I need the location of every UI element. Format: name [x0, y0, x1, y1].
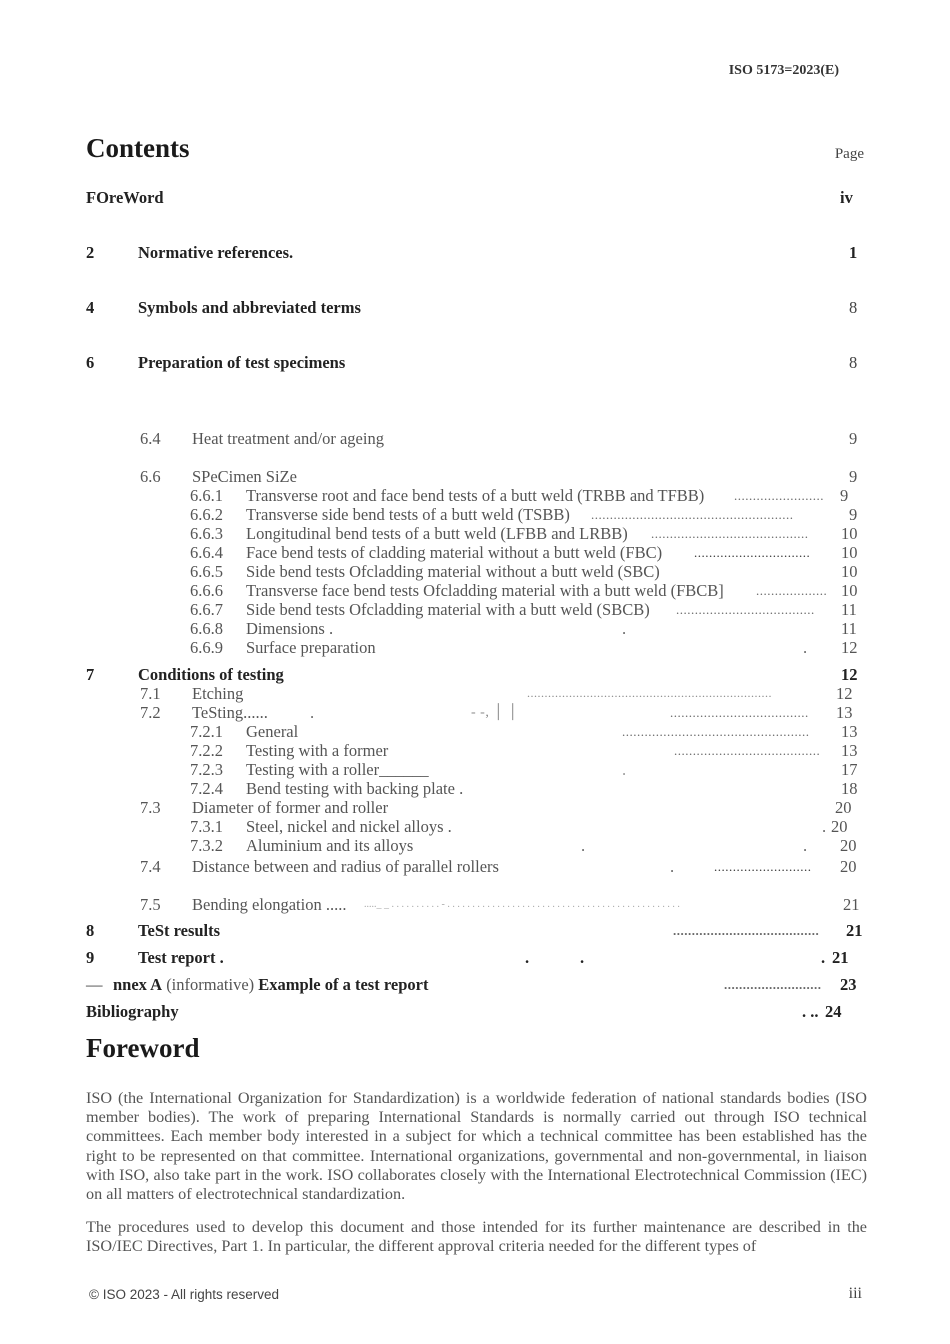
toc-entry-title[interactable]: Heat treatment and/or ageing	[192, 429, 384, 448]
toc-entry-page: 10	[841, 581, 858, 600]
toc-entry-title[interactable]: Aluminium and its alloys	[246, 836, 414, 855]
toc-leader-dots: .....................................	[670, 705, 809, 720]
document-id-header: ISO 5173=2023(E)	[728, 63, 839, 78]
toc-entry-page: 9	[840, 486, 849, 505]
toc-entry-page: 12	[836, 684, 853, 703]
toc-entry-page: 12	[841, 638, 858, 657]
toc-leader-dots: .	[622, 619, 627, 638]
toc-entry-number: —	[86, 975, 103, 994]
toc-entry-page: 11	[841, 619, 857, 638]
toc-entry-page: 17	[841, 760, 858, 779]
toc-leader-dots: - -, │ │	[471, 705, 519, 720]
toc-entry-page: 20	[835, 798, 852, 817]
toc-leader-dots: .......................................	[673, 923, 820, 938]
toc-entry-number: 6.6.6	[190, 581, 223, 600]
toc-entry-number: 6.6.7	[190, 600, 223, 619]
toc-entry-page: 20	[840, 836, 857, 855]
toc-entry-title[interactable]: TeSting......	[192, 703, 268, 722]
toc-entry-title[interactable]: Diameter of former and roller	[192, 798, 389, 817]
page-number: iii	[848, 1285, 862, 1302]
toc-entry-title[interactable]: Side bend tests Ofcladding material with a butt weld (SBCB)	[246, 600, 650, 619]
toc-leader-dots: ...............................	[694, 545, 811, 560]
toc-entry-page: 10	[841, 543, 858, 562]
toc-entry-title[interactable]: Transverse face bend tests Ofcladding material with a butt weld (FBCB]	[246, 581, 724, 600]
toc-entry-page: 21	[843, 895, 860, 914]
toc-entry-title[interactable]: Face bend tests of cladding material without a butt weld (FBC)	[246, 543, 663, 562]
toc-entry-number: 9	[86, 948, 95, 967]
toc-leader-dots: .	[580, 948, 585, 967]
toc-entry-title[interactable]: Test report .	[138, 948, 224, 967]
toc-entry-title[interactable]: Testing with a roller______	[246, 760, 429, 779]
toc-entry-page: 23	[840, 975, 857, 994]
toc-entry-title[interactable]: Bibliography	[86, 1002, 179, 1021]
toc-entry-page: 9	[849, 505, 858, 524]
toc-entry-title[interactable]: Distance between and radius of parallel rollers	[192, 857, 499, 876]
toc-entry-title[interactable]: Bend testing with backing plate .	[246, 779, 464, 798]
toc-entry-number: 7.5	[140, 895, 161, 914]
toc-entry-page: 21	[832, 948, 849, 967]
toc-entry-title[interactable]	[113, 975, 428, 994]
toc-entry-number: 6.4	[140, 429, 161, 448]
toc-entry-number: 2	[86, 243, 95, 262]
toc-entry-page: 24	[825, 1002, 842, 1021]
toc-entry-number: 7.3.2	[190, 836, 223, 855]
toc-entry-title[interactable]: Bending elongation .....	[192, 895, 347, 914]
annex-title: Example of a test report	[258, 975, 429, 994]
toc-leader-dots: ....._ _ . . . . . . . . . . - . . . . . . . . . . . . . . . . . . . . . . . . . . . . . . . . . . . . . . . . . . . . . . .	[364, 899, 680, 910]
toc-leader-dots: .	[581, 836, 586, 855]
toc-leader-dots: ..................................................	[622, 724, 810, 739]
toc-entry-number: 6.6.8	[190, 619, 223, 638]
toc-entry-title[interactable]: General	[246, 722, 299, 741]
toc-entry-title[interactable]: Transverse side bend tests of a butt weld (TSBB)	[246, 505, 570, 524]
annex-label: nnex A	[113, 975, 163, 994]
contents-title: Contents	[86, 133, 190, 163]
toc-entry-number: 7.2.1	[190, 722, 223, 741]
toc-entry-number: 7.1	[140, 684, 161, 703]
toc-leader-dots: ..........................................	[651, 526, 809, 541]
toc-entry-page: iv	[840, 188, 853, 207]
toc-leader-dots: ......................................................................	[527, 686, 772, 700]
annex-type: (informative)	[166, 975, 255, 994]
toc-entry-page: 9	[849, 467, 858, 486]
toc-leader-dots: ..........................	[714, 859, 812, 874]
toc-entry-number: 6.6.1	[190, 486, 223, 505]
toc-leader-dots: .	[622, 760, 627, 779]
toc-entry-title[interactable]: Conditions of testing	[138, 665, 284, 684]
foreword-paragraph: ISO (the International Organization for Standardization) is a worldwide federation of national standards bodies (ISO member bodies). The work of preparing International Standards is normally carried out through ISO technical committees. Each member body interested in a subject for which a technical committee has been established has the right to be represented on that committee. International organizations, governmental and non-governmental, in liaison with ISO, also take part in the work. ISO collaborates closely with the International Electrotechnical Commission (IEC) on all matters of electrotechnical standardization.	[86, 1089, 867, 1204]
toc-entry-number: 6	[86, 353, 95, 372]
toc-entry-title[interactable]: TeSt results	[138, 921, 221, 940]
toc-entry-page: 12	[841, 665, 858, 684]
page-column-label: Page	[834, 146, 864, 162]
toc-entry-number: 7.3.1	[190, 817, 223, 836]
toc-entry-number: 8	[86, 921, 95, 940]
toc-leader-dots: .	[525, 948, 530, 967]
toc-leader-dots: . ..	[802, 1002, 819, 1021]
toc-entry-title[interactable]: Side bend tests Ofcladding material without a butt weld (SBC)	[246, 562, 660, 581]
toc-entry-page: 20	[840, 857, 857, 876]
toc-entry-number: 6.6	[140, 467, 161, 486]
toc-entry-number: 7.2	[140, 703, 161, 722]
toc-entry-page: 10	[841, 562, 858, 581]
toc-entry-title[interactable]: Steel, nickel and nickel alloys .	[246, 817, 452, 836]
toc-leader-dots: .......................................	[674, 743, 821, 758]
toc-entry-page: 8	[849, 298, 858, 317]
toc-leader-dots: .	[821, 948, 826, 967]
toc-entry-page: 8	[849, 353, 858, 372]
toc-entry-title[interactable]: Symbols and abbreviated terms	[138, 298, 361, 317]
toc-entry-page: 1	[849, 243, 858, 262]
toc-entry-number: 7.2.3	[190, 760, 223, 779]
toc-entry-title[interactable]: Dimensions .	[246, 619, 334, 638]
toc-leader-dots: .....................................	[676, 602, 815, 617]
toc-entry-title[interactable]: Testing with a former	[246, 741, 389, 760]
toc-entry-title[interactable]: Transverse root and face bend tests of a butt weld (TRBB and TFBB)	[246, 486, 705, 505]
toc-entry-page: 21	[846, 921, 863, 940]
toc-entry-page: 10	[841, 524, 858, 543]
toc-entry-title[interactable]: Longitudinal bend tests of a butt weld (LFBB and LRBB)	[246, 524, 628, 543]
toc-leader-dots: .	[803, 836, 808, 855]
toc-entry-number: 6.6.5	[190, 562, 223, 581]
foreword-title: Foreword	[86, 1033, 200, 1063]
toc-leader-dots: ......................................................	[591, 507, 794, 522]
toc-entry-number: 7.2.4	[190, 779, 223, 798]
toc-entry-number: 6.6.2	[190, 505, 223, 524]
copyright-footer: © ISO 2023 - All rights reserved	[89, 1287, 280, 1302]
toc-entry-number: 7.3	[140, 798, 161, 817]
toc-entry-number: 7.4	[140, 857, 161, 876]
toc-entry-title[interactable]: Surface preparation	[246, 638, 376, 657]
toc-entry-number: 7	[86, 665, 95, 684]
toc-entry-page: 20	[831, 817, 848, 836]
toc-entry-number: 4	[86, 298, 95, 317]
toc-entry-page: 18	[841, 779, 858, 798]
toc-entry-number: 7.2.2	[190, 741, 223, 760]
toc-entry-number: 6.6.4	[190, 543, 223, 562]
toc-entry-title[interactable]: Preparation of test specimens	[138, 353, 346, 372]
toc-leader-dots: .	[803, 638, 808, 657]
toc-leader-dots: .	[822, 817, 827, 836]
toc-entry-title[interactable]: FOreWord	[86, 188, 164, 207]
toc-entry-title[interactable]: Normative references.	[138, 243, 294, 262]
toc-leader-dots: .	[670, 857, 675, 876]
toc-entry-page: 9	[849, 429, 858, 448]
toc-entry-page: 13	[841, 741, 858, 760]
toc-entry-page: 13	[841, 722, 858, 741]
toc-entry-page: 11	[841, 600, 857, 619]
foreword-paragraph: The procedures used to develop this document and those intended for its further maintenance are described in the ISO/IEC Directives, Part 1. In particular, the different approval criteria needed for the different types of	[86, 1218, 867, 1256]
toc-entry-number: 6.6.9	[190, 638, 223, 657]
toc-entry-page: 13	[836, 703, 853, 722]
toc-leader-dots: ........................	[734, 488, 824, 503]
toc-leader-dots: ..........................	[724, 977, 822, 992]
toc-entry-title[interactable]: Etching	[192, 684, 244, 703]
toc-entry-number: 6.6.3	[190, 524, 223, 543]
toc-entry-title[interactable]: SPeCimen SiZe	[192, 467, 297, 486]
toc-leader-dots: ...................	[756, 583, 828, 598]
